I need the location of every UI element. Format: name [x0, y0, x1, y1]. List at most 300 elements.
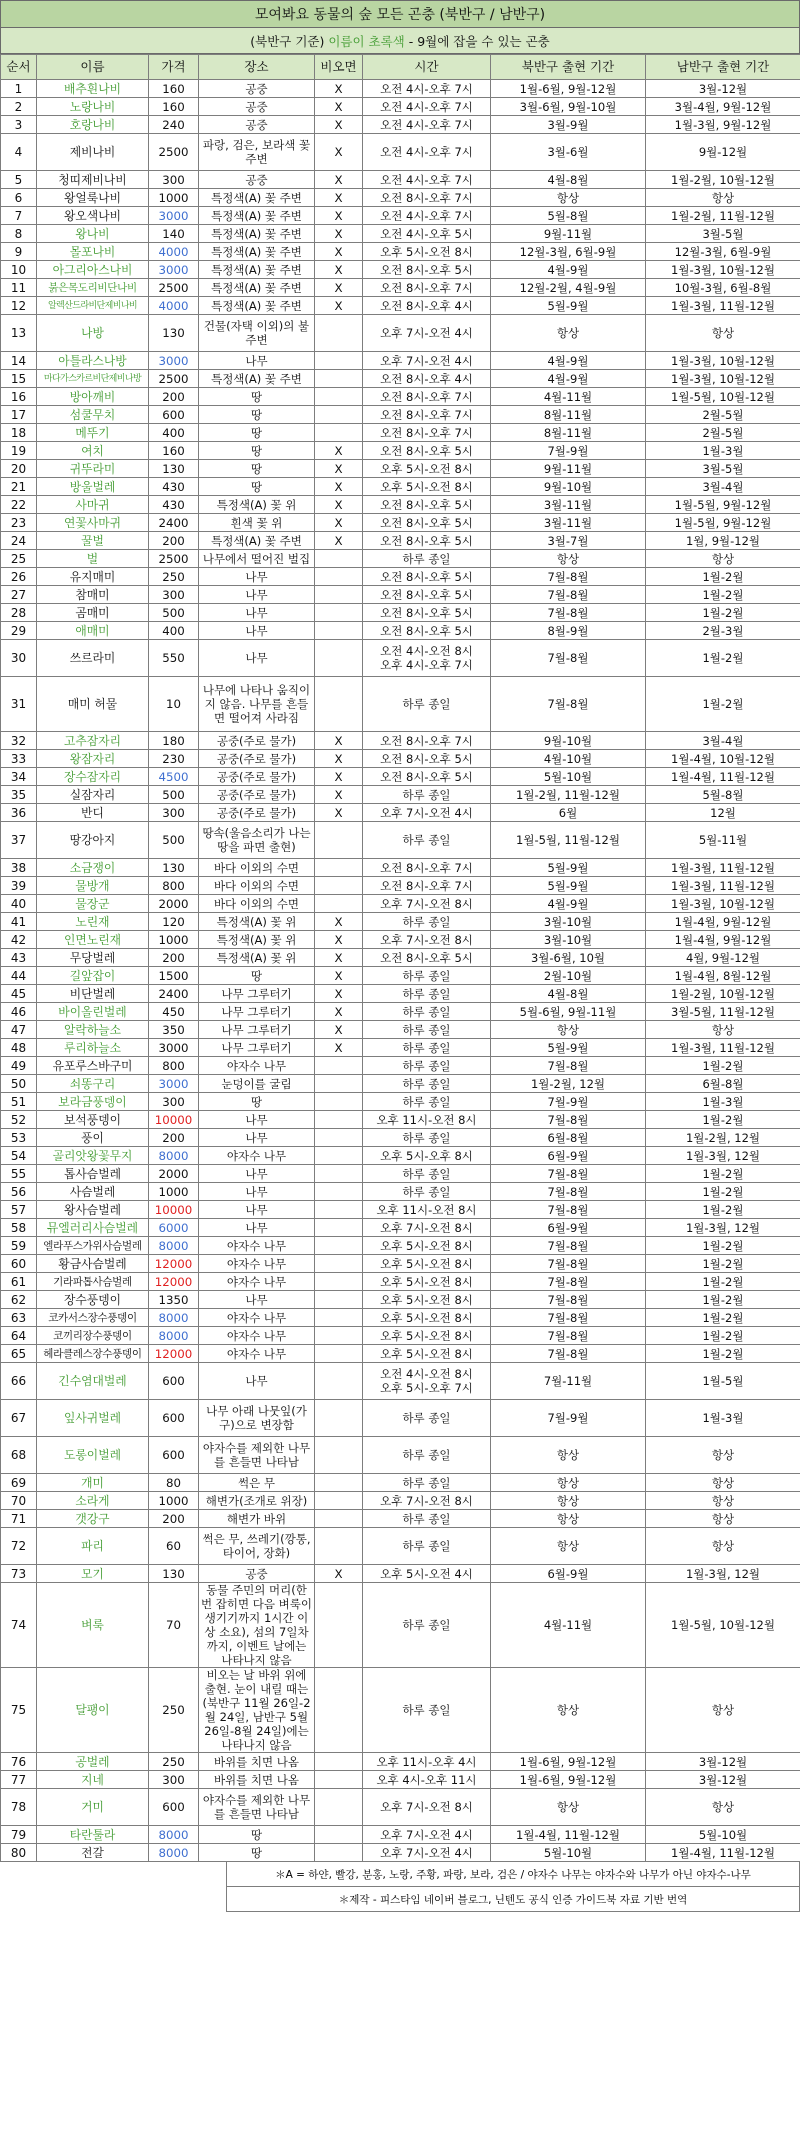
cell-order: 7	[1, 207, 37, 225]
cell-north: 7월-8월	[491, 1273, 646, 1291]
cell-price: 3000	[149, 352, 199, 370]
cell-south: 12월	[646, 804, 800, 822]
cell-south: 2월-5월	[646, 424, 800, 442]
table-row	[1, 1668, 800, 1753]
table-row	[1, 532, 800, 550]
cell-price: 12000	[149, 1255, 199, 1273]
cell-price: 3000	[149, 207, 199, 225]
cell-north: 1월-6월, 9월-12월	[491, 1771, 646, 1789]
cell-rain	[315, 877, 363, 895]
cell-place: 썩은 무	[199, 1474, 315, 1492]
cell-order: 22	[1, 496, 37, 514]
cell-time: 오후 5시-오전 8시	[363, 1309, 491, 1327]
cell-name: 배추흰나비	[37, 80, 149, 98]
footer-notes	[0, 1862, 800, 1912]
cell-north: 9월-11월	[491, 225, 646, 243]
cell-place: 야자수를 제외한 나무를 흔들면 나타남	[199, 1789, 315, 1826]
cell-place: 나무 그루터기	[199, 985, 315, 1003]
cell-north: 3월-11월	[491, 514, 646, 532]
cell-place: 야자수 나무	[199, 1147, 315, 1165]
cell-place: 특정색(A) 꽃 주변	[199, 243, 315, 261]
cell-rain	[315, 1789, 363, 1826]
cell-price: 8000	[149, 1147, 199, 1165]
cell-south: 1월-5월, 10월-12월	[646, 1583, 800, 1668]
cell-name: 쓰르라미	[37, 640, 149, 677]
cell-order: 15	[1, 370, 37, 388]
col-header-name: 이름	[37, 55, 149, 80]
cell-rain: X	[315, 913, 363, 931]
table-row	[1, 1003, 800, 1021]
cell-south: 1월-3월, 11월-12월	[646, 1039, 800, 1057]
cell-name: 왕잠자리	[37, 750, 149, 768]
table-row	[1, 225, 800, 243]
cell-name: 타란툴라	[37, 1826, 149, 1844]
table-row	[1, 640, 800, 677]
cell-order: 62	[1, 1291, 37, 1309]
cell-time: 오후 5시-오후 8시	[363, 1147, 491, 1165]
cell-south: 1월-3월, 10월-12월	[646, 370, 800, 388]
col-header-rain: 비오면	[315, 55, 363, 80]
cell-south: 1월-3월, 12월	[646, 1219, 800, 1237]
page-subtitle	[0, 28, 800, 54]
cell-name: 코끼리장수풍뎅이	[37, 1327, 149, 1345]
cell-price: 500	[149, 822, 199, 859]
table-row	[1, 949, 800, 967]
col-header-price: 가격	[149, 55, 199, 80]
col-header-time: 시간	[363, 55, 491, 80]
cell-time: 하루 종일	[363, 1003, 491, 1021]
cell-place: 공중(주로 물가)	[199, 768, 315, 786]
table-row	[1, 514, 800, 532]
table-row	[1, 1826, 800, 1844]
cell-north: 7월-8월	[491, 568, 646, 586]
cell-order: 46	[1, 1003, 37, 1021]
cell-place: 썩은 무, 쓰레기(깡통, 타이어, 장화)	[199, 1528, 315, 1565]
cell-time: 오전 4시-오후 7시	[363, 207, 491, 225]
cell-rain: X	[315, 442, 363, 460]
cell-place: 나무 그루터기	[199, 1003, 315, 1021]
cell-north: 8월-9월	[491, 622, 646, 640]
cell-order: 17	[1, 406, 37, 424]
cell-south: 4월, 9월-12월	[646, 949, 800, 967]
cell-rain	[315, 1111, 363, 1129]
cell-north: 5월-10월	[491, 1844, 646, 1862]
cell-rain: X	[315, 1021, 363, 1039]
cell-name: 메뚜기	[37, 424, 149, 442]
cell-place: 해변가 바위	[199, 1510, 315, 1528]
cell-time: 하루 종일	[363, 1039, 491, 1057]
cell-north: 9월-11월	[491, 460, 646, 478]
cell-south: 1월-3월, 10월-12월	[646, 352, 800, 370]
cell-north: 7월-8월	[491, 1111, 646, 1129]
table-row	[1, 1075, 800, 1093]
cell-name: 반디	[37, 804, 149, 822]
cell-price: 1000	[149, 189, 199, 207]
cell-rain: X	[315, 786, 363, 804]
cell-price: 3000	[149, 1075, 199, 1093]
cell-name: 장수풍뎅이	[37, 1291, 149, 1309]
cell-price: 1000	[149, 931, 199, 949]
cell-south: 1월-3월, 11월-12월	[646, 877, 800, 895]
cell-rain: X	[315, 171, 363, 189]
cell-north: 7월-8월	[491, 1255, 646, 1273]
cell-price: 180	[149, 732, 199, 750]
cell-north: 7월-8월	[491, 1291, 646, 1309]
cell-name: 방울벌레	[37, 478, 149, 496]
cell-name: 귀뚜라미	[37, 460, 149, 478]
cell-order: 33	[1, 750, 37, 768]
cell-rain	[315, 1345, 363, 1363]
cell-price: 2500	[149, 550, 199, 568]
cell-south: 2월-3월	[646, 622, 800, 640]
cell-rain	[315, 1327, 363, 1345]
cell-order: 3	[1, 116, 37, 134]
table-row	[1, 1789, 800, 1826]
cell-north: 1월-4월, 11월-12월	[491, 1826, 646, 1844]
cell-price: 130	[149, 460, 199, 478]
cell-north: 3월-6월	[491, 134, 646, 171]
cell-name: 여치	[37, 442, 149, 460]
cell-order: 67	[1, 1400, 37, 1437]
cell-order: 29	[1, 622, 37, 640]
cell-order: 36	[1, 804, 37, 822]
cell-rain: X	[315, 116, 363, 134]
table-row	[1, 859, 800, 877]
cell-north: 5월-8월	[491, 207, 646, 225]
cell-rain: X	[315, 243, 363, 261]
table-row	[1, 1129, 800, 1147]
note-color-legend: ＊A = 하얀, 빨강, 분홍, 노랑, 주황, 파랑, 보라, 검은 / 야자수 나무는 야자수와 나무가 아닌 야자수-나무	[227, 1862, 800, 1887]
cell-time: 오전 8시-오후 5시	[363, 532, 491, 550]
cell-time: 하루 종일	[363, 1165, 491, 1183]
cell-price: 2500	[149, 370, 199, 388]
table-row	[1, 768, 800, 786]
cell-order: 71	[1, 1510, 37, 1528]
cell-price: 500	[149, 786, 199, 804]
cell-rain: X	[315, 1003, 363, 1021]
cell-place: 땅	[199, 967, 315, 985]
cell-time: 오전 8시-오후 7시	[363, 877, 491, 895]
cell-rain	[315, 1668, 363, 1753]
cell-name: 노랑나비	[37, 98, 149, 116]
cell-rain	[315, 1844, 363, 1862]
cell-order: 19	[1, 442, 37, 460]
cell-place: 특정색(A) 꽃 주변	[199, 261, 315, 279]
cell-south: 1월-2월	[646, 1309, 800, 1327]
cell-place: 공중	[199, 98, 315, 116]
cell-rain	[315, 1753, 363, 1771]
cell-rain: X	[315, 768, 363, 786]
cell-order: 68	[1, 1437, 37, 1474]
cell-north: 항상	[491, 1437, 646, 1474]
table-header-row	[1, 55, 800, 80]
cell-place: 나무	[199, 568, 315, 586]
cell-south: 1월-2월	[646, 1291, 800, 1309]
cell-price: 160	[149, 98, 199, 116]
table-row	[1, 750, 800, 768]
cell-order: 73	[1, 1565, 37, 1583]
cell-price: 600	[149, 1400, 199, 1437]
cell-price: 10000	[149, 1111, 199, 1129]
cell-south: 항상	[646, 1474, 800, 1492]
cell-north: 7월-11월	[491, 1363, 646, 1400]
cell-south: 1월-3월, 12월	[646, 1565, 800, 1583]
cell-rain	[315, 640, 363, 677]
cell-rain: X	[315, 225, 363, 243]
table-row	[1, 243, 800, 261]
cell-order: 60	[1, 1255, 37, 1273]
cell-time: 오후 7시-오전 8시	[363, 1492, 491, 1510]
cell-place: 바다 이외의 수면	[199, 877, 315, 895]
cell-name: 인면노린재	[37, 931, 149, 949]
cell-order: 37	[1, 822, 37, 859]
insect-table	[0, 54, 800, 1862]
cell-rain: X	[315, 460, 363, 478]
cell-price: 1350	[149, 1291, 199, 1309]
cell-north: 7월-8월	[491, 640, 646, 677]
cell-north: 항상	[491, 1492, 646, 1510]
cell-rain	[315, 1129, 363, 1147]
cell-south: 항상	[646, 1528, 800, 1565]
cell-place: 나무	[199, 1291, 315, 1309]
cell-north: 6월	[491, 804, 646, 822]
cell-price: 300	[149, 586, 199, 604]
cell-order: 49	[1, 1057, 37, 1075]
cell-order: 4	[1, 134, 37, 171]
cell-place: 바위를 치면 나옴	[199, 1771, 315, 1789]
table-row	[1, 424, 800, 442]
cell-south: 1월-2월	[646, 1201, 800, 1219]
cell-south: 1월-4월, 9월-12월	[646, 931, 800, 949]
cell-name: 노린재	[37, 913, 149, 931]
cell-rain	[315, 370, 363, 388]
cell-south: 1월-3월	[646, 1400, 800, 1437]
table-row	[1, 1437, 800, 1474]
table-row	[1, 568, 800, 586]
cell-north: 3월-10월	[491, 931, 646, 949]
cell-north: 7월-9월	[491, 442, 646, 460]
cell-order: 5	[1, 171, 37, 189]
subtitle-green-legend: 이름이 초록색	[328, 33, 405, 49]
cell-time: 오후 5시-오전 8시	[363, 478, 491, 496]
cell-time: 오후 7시-오전 4시	[363, 804, 491, 822]
cell-name: 길앞잡이	[37, 967, 149, 985]
table-row	[1, 1237, 800, 1255]
cell-rain	[315, 1165, 363, 1183]
cell-name: 사슴벌레	[37, 1183, 149, 1201]
cell-price: 8000	[149, 1237, 199, 1255]
cell-name: 벼룩	[37, 1583, 149, 1668]
cell-north: 4월-9월	[491, 370, 646, 388]
cell-price: 250	[149, 568, 199, 586]
cell-name: 제비나비	[37, 134, 149, 171]
cell-name: 곰매미	[37, 604, 149, 622]
cell-rain: X	[315, 261, 363, 279]
cell-place: 야자수 나무	[199, 1057, 315, 1075]
cell-north: 3월-9월	[491, 116, 646, 134]
cell-south: 1월-2월	[646, 1255, 800, 1273]
cell-order: 34	[1, 768, 37, 786]
cell-time: 하루 종일	[363, 1129, 491, 1147]
cell-place: 나무 아래 나뭇잎(가구)으로 변장함	[199, 1400, 315, 1437]
table-row	[1, 786, 800, 804]
cell-time: 오후 7시-오전 4시	[363, 1826, 491, 1844]
table-row	[1, 1844, 800, 1862]
cell-south: 1월-2월	[646, 1057, 800, 1075]
cell-south: 1월-2월	[646, 1165, 800, 1183]
subtitle-september: - 9월에 잡을 수 있는 곤충	[404, 33, 550, 49]
cell-price: 60	[149, 1528, 199, 1565]
cell-price: 200	[149, 949, 199, 967]
table-row	[1, 1345, 800, 1363]
table-row	[1, 1400, 800, 1437]
cell-north: 7월-9월	[491, 1093, 646, 1111]
cell-time: 오후 7시-오전 4시	[363, 315, 491, 352]
cell-rain	[315, 1400, 363, 1437]
cell-north: 항상	[491, 1668, 646, 1753]
cell-place: 땅	[199, 478, 315, 496]
cell-time: 오후 11시-오후 4시	[363, 1753, 491, 1771]
cell-price: 550	[149, 640, 199, 677]
cell-order: 20	[1, 460, 37, 478]
cell-rain	[315, 1826, 363, 1844]
cell-name: 개미	[37, 1474, 149, 1492]
table-row	[1, 261, 800, 279]
cell-south: 5월-8월	[646, 786, 800, 804]
table-row	[1, 279, 800, 297]
cell-rain: X	[315, 189, 363, 207]
cell-price: 4500	[149, 768, 199, 786]
cell-order: 52	[1, 1111, 37, 1129]
cell-time: 오후 5시-오전 8시	[363, 1255, 491, 1273]
cell-time: 오전 8시-오후 7시	[363, 279, 491, 297]
cell-price: 240	[149, 116, 199, 134]
cell-time: 오전 8시-오후 7시	[363, 406, 491, 424]
cell-south: 1월-2월	[646, 586, 800, 604]
cell-order: 28	[1, 604, 37, 622]
cell-south: 1월-5월	[646, 1363, 800, 1400]
cell-price: 230	[149, 750, 199, 768]
cell-price: 400	[149, 622, 199, 640]
cell-price: 430	[149, 478, 199, 496]
cell-order: 78	[1, 1789, 37, 1826]
cell-name: 갯강구	[37, 1510, 149, 1528]
cell-price: 450	[149, 1003, 199, 1021]
cell-north: 1월-5월, 11월-12월	[491, 822, 646, 859]
cell-name: 붉은목도리비단나비	[37, 279, 149, 297]
cell-place: 공중(주로 물가)	[199, 732, 315, 750]
cell-price: 1000	[149, 1183, 199, 1201]
cell-time: 오후 5시-오전 8시	[363, 1345, 491, 1363]
cell-place: 야자수를 제외한 나무를 흔들면 나타남	[199, 1437, 315, 1474]
cell-price: 200	[149, 1129, 199, 1147]
cell-north: 9월-10월	[491, 732, 646, 750]
cell-south: 1월-2월	[646, 604, 800, 622]
cell-south: 항상	[646, 550, 800, 568]
cell-price: 8000	[149, 1309, 199, 1327]
cell-price: 12000	[149, 1273, 199, 1291]
cell-north: 1월-2월, 11월-12월	[491, 786, 646, 804]
cell-rain: X	[315, 732, 363, 750]
cell-south: 항상	[646, 1437, 800, 1474]
cell-place: 땅	[199, 424, 315, 442]
cell-name: 바이올린벌레	[37, 1003, 149, 1021]
cell-north: 6월-9월	[491, 1147, 646, 1165]
table-row	[1, 877, 800, 895]
cell-price: 200	[149, 1510, 199, 1528]
table-row	[1, 134, 800, 171]
cell-north: 4월-10월	[491, 750, 646, 768]
cell-price: 80	[149, 1474, 199, 1492]
cell-north: 3월-11월	[491, 496, 646, 514]
cell-time: 오전 4시-오후 7시	[363, 134, 491, 171]
cell-order: 35	[1, 786, 37, 804]
cell-price: 600	[149, 1789, 199, 1826]
table-row	[1, 352, 800, 370]
table-row	[1, 1291, 800, 1309]
cell-place: 공중(주로 물가)	[199, 804, 315, 822]
table-row	[1, 1201, 800, 1219]
cell-north: 7월-8월	[491, 1237, 646, 1255]
cell-order: 64	[1, 1327, 37, 1345]
cell-time: 오후 11시-오전 8시	[363, 1111, 491, 1129]
cell-order: 48	[1, 1039, 37, 1057]
cell-order: 77	[1, 1771, 37, 1789]
cell-price: 350	[149, 1021, 199, 1039]
cell-price: 2400	[149, 985, 199, 1003]
cell-order: 2	[1, 98, 37, 116]
cell-time: 오전 8시-오후 7시	[363, 189, 491, 207]
cell-name: 참매미	[37, 586, 149, 604]
table-row	[1, 116, 800, 134]
cell-rain	[315, 388, 363, 406]
cell-order: 76	[1, 1753, 37, 1771]
cell-name: 왕나비	[37, 225, 149, 243]
cell-south: 3월-5월, 11월-12월	[646, 1003, 800, 1021]
cell-order: 10	[1, 261, 37, 279]
cell-name: 긴수염대벌레	[37, 1363, 149, 1400]
cell-name: 무당벌레	[37, 949, 149, 967]
table-row	[1, 460, 800, 478]
table-row	[1, 1771, 800, 1789]
cell-place: 특정색(A) 꽃 주변	[199, 279, 315, 297]
cell-order: 27	[1, 586, 37, 604]
table-row	[1, 442, 800, 460]
cell-name: 애매미	[37, 622, 149, 640]
cell-south: 3월-4월	[646, 478, 800, 496]
cell-south: 1월-3월	[646, 442, 800, 460]
cell-place: 공중	[199, 1565, 315, 1583]
cell-rain: X	[315, 496, 363, 514]
cell-name: 매미 허물	[37, 677, 149, 732]
cell-north: 5월-9월	[491, 859, 646, 877]
cell-time: 하루 종일	[363, 1583, 491, 1668]
cell-place: 건물(자택 이외)의 불 주변	[199, 315, 315, 352]
cell-order: 25	[1, 550, 37, 568]
cell-name: 유포루스바구미	[37, 1057, 149, 1075]
cell-name: 나방	[37, 315, 149, 352]
cell-time: 오후 7시-오전 8시	[363, 931, 491, 949]
cell-order: 50	[1, 1075, 37, 1093]
cell-time: 오전 4시-오후 7시	[363, 171, 491, 189]
cell-name: 유지매미	[37, 568, 149, 586]
cell-price: 4000	[149, 297, 199, 315]
cell-order: 80	[1, 1844, 37, 1862]
cell-time: 하루 종일	[363, 1093, 491, 1111]
cell-name: 장수잠자리	[37, 768, 149, 786]
table-row	[1, 406, 800, 424]
cell-name: 실잠자리	[37, 786, 149, 804]
